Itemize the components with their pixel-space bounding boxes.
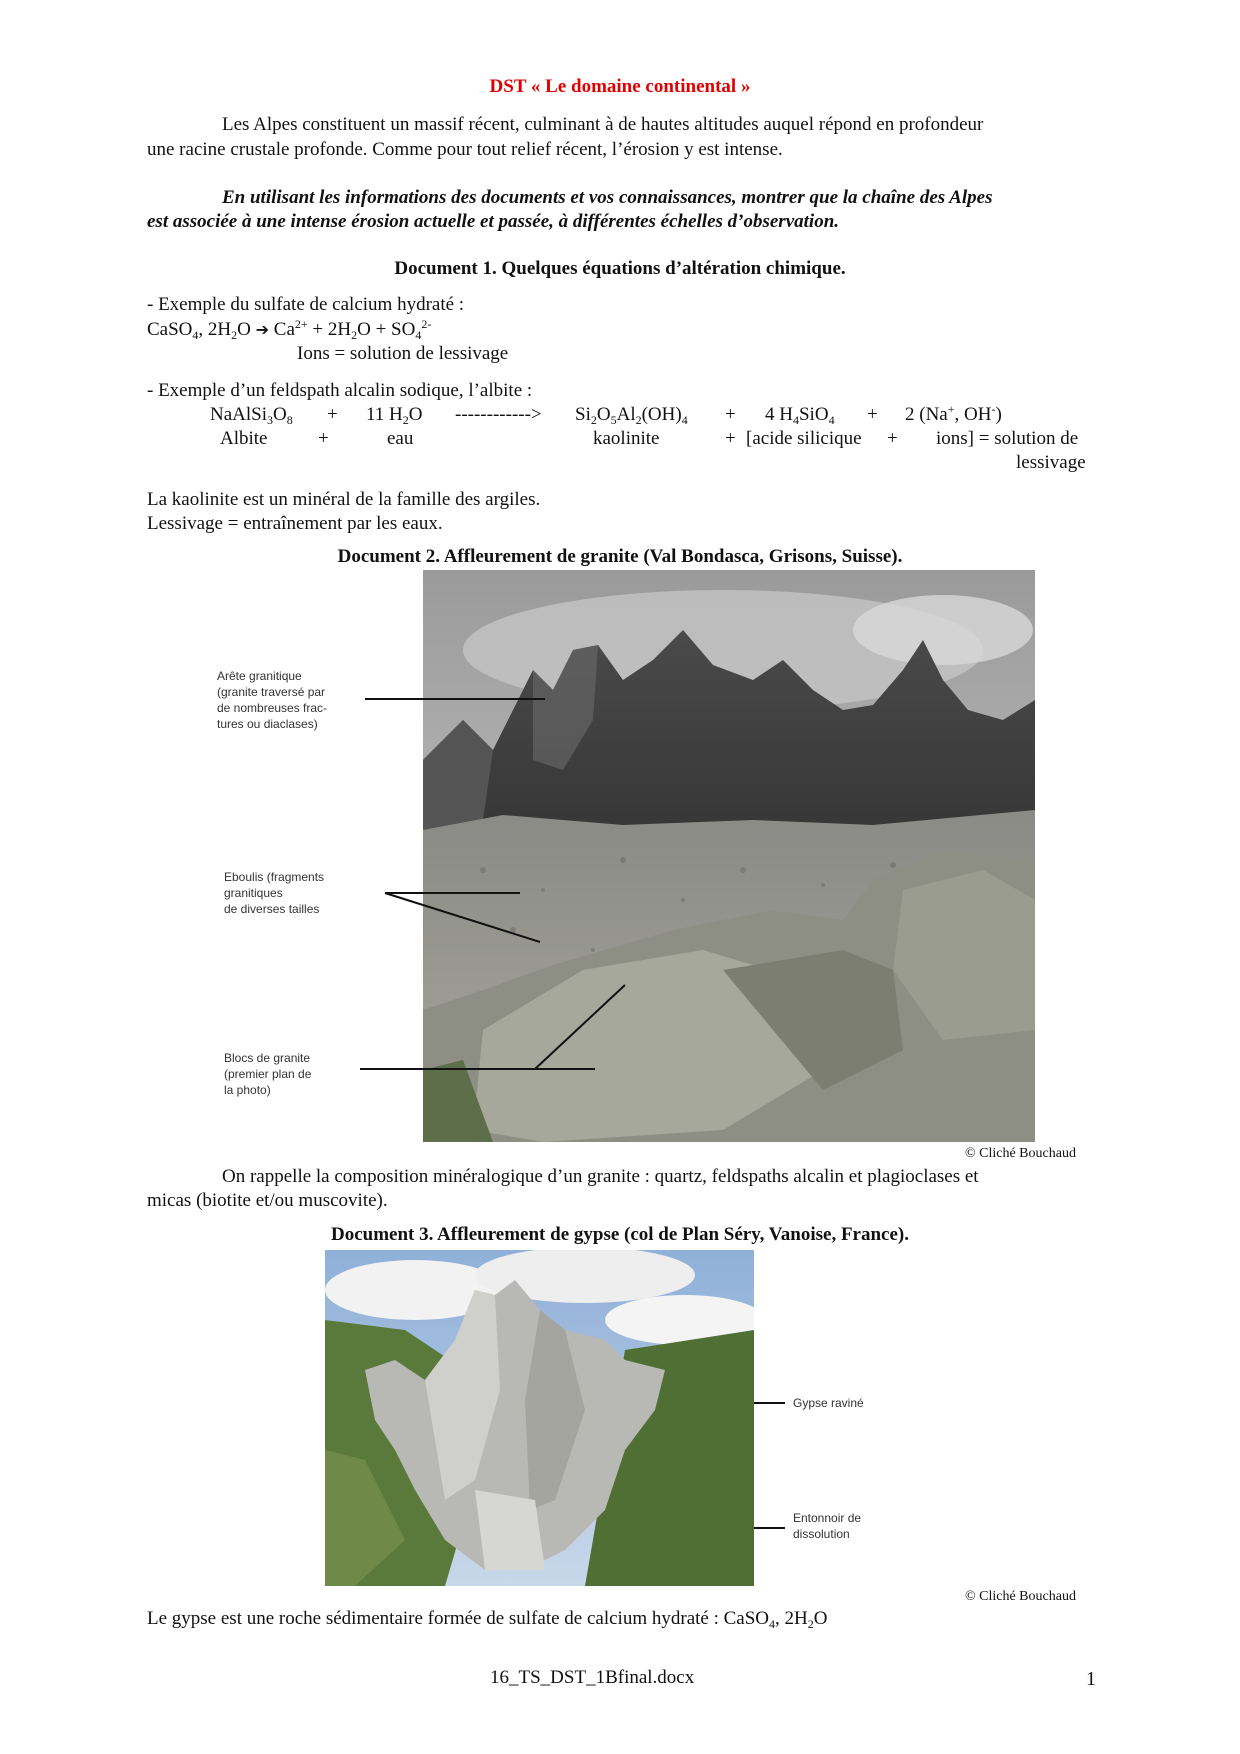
doc1-kaolinite-formula: $Si_2O_5Al_2(OH)_4$ <box>575 404 688 427</box>
doc1-silicic-formula: 4 $H_4SiO_4$ <box>765 404 835 427</box>
label-blocs-line: la photo) <box>224 1083 271 1097</box>
doc1-eau-name: eau <box>387 428 414 449</box>
doc2-recall-2: micas (biotite et/ou muscovite). <box>147 1190 388 1211</box>
label-arete-line: tures ou diaclases) <box>217 717 318 731</box>
doc1-ions-formula: 2 (Na+, OH-) <box>905 402 1002 425</box>
doc1-kaolinite-name: kaolinite <box>593 428 660 449</box>
leader-line-blocs <box>535 985 625 1069</box>
label-eboulis-line: Eboulis (fragments <box>224 870 325 884</box>
doc1-equation1: CaSO$_4$, $2H_2O$ ➔ $Ca^{2+} + 2H_2O + SO_4^{2-}$ <box>147 317 432 342</box>
doc1-plus: + <box>867 404 878 425</box>
question-line-1: En utilisant les informations des documents et vos connaissances, montrer que la chaîne des Alpes <box>222 187 993 208</box>
label-gypse-line: Gypse raviné <box>793 1396 864 1410</box>
gypsum-photo <box>325 1250 754 1586</box>
doc1-plus: + <box>327 404 338 425</box>
doc1-plus: + <box>725 428 736 449</box>
doc1-arrow: ------------> <box>455 404 542 425</box>
label-entonnoir <box>793 1510 861 1542</box>
page-title: DST « Le domaine continental » <box>489 76 751 97</box>
label-blocs-line: (premier plan de <box>224 1067 312 1081</box>
intro-line-1: Les Alpes constituent un massif récent, culminant à de hautes altitudes auquel répond en profondeur <box>222 114 984 135</box>
doc3-conclusion: Le gypse est une roche sédimentaire formée de sulfate de calcium hydraté : CaSO$_4$, $2H_2O$ <box>147 1608 828 1631</box>
doc3-title: Document 3. Affleurement de gypse (col de Plan Séry, Vanoise, France). <box>330 1224 910 1245</box>
doc1-water-coef: 11 H <box>366 404 403 425</box>
doc1-plus: + <box>887 428 898 449</box>
doc1-example2-heading: - Exemple d’un feldspath alcalin sodique, l’albite : <box>147 380 533 401</box>
doc2-credit: © Cliché Bouchaud <box>965 1146 1076 1161</box>
doc1-note-2: Lessivage = entraînement par les eaux. <box>147 513 443 534</box>
label-arete-line: de nombreuses frac- <box>217 701 328 715</box>
doc1-ions-name: ions] = solution de <box>936 428 1079 449</box>
doc1-albite-name: Albite <box>220 428 268 449</box>
doc1-example1-heading: - Exemple du sulfate de calcium hydraté : <box>147 294 465 315</box>
doc1-note-1: La kaolinite est un minéral de la famille des argiles. <box>147 489 541 510</box>
label-arete-line: Arête granitique <box>217 669 302 683</box>
doc1-lessivage: lessivage <box>1016 452 1086 473</box>
doc1-water-formula: 11 $H_2O$ <box>366 404 423 427</box>
intro-line-2: une racine crustale profonde. Comme pour tout relief récent, l’érosion y est intense. <box>147 139 783 160</box>
doc3-credit: © Cliché Bouchaud <box>965 1589 1076 1604</box>
doc1-plus: + <box>725 404 736 425</box>
label-entonnoir-line: dissolution <box>793 1527 850 1541</box>
label-gypse <box>793 1395 864 1411</box>
footer-page-number: 1 <box>1086 1668 1096 1690</box>
label-eboulis-line: de diverses tailles <box>224 902 320 916</box>
label-blocs-line: Blocs de granite <box>224 1051 311 1065</box>
leader-line-eboulis <box>385 893 540 942</box>
doc2-title: Document 2. Affleurement de granite (Val Bondasca, Grisons, Suisse). <box>337 546 903 567</box>
question-line-2: est associée à une intense érosion actuelle et passée, à différentes échelles d’observation. <box>147 211 840 232</box>
label-eboulis-line: granitiques <box>224 886 283 900</box>
footer-filename: 16_TS_DST_1Bfinal.docx <box>490 1667 695 1688</box>
doc1-acide-name: [acide silicique <box>746 428 862 449</box>
label-arete-line: (granite traversé par <box>217 685 326 699</box>
doc1-ions-coef: 2 (Na <box>905 404 948 425</box>
doc1-albite-formula: $NaAlSi_3O_8$ <box>210 404 293 427</box>
label-entonnoir-line: Entonnoir de <box>793 1511 862 1525</box>
doc1-plus: + <box>318 428 329 449</box>
doc1-ions-label: Ions = solution de lessivage <box>297 343 509 364</box>
doc1-title: Document 1. Quelques équations d’altération chimique. <box>394 258 846 279</box>
doc2-recall-1: On rappelle la composition minéralogique d’un granite : quartz, feldspaths alcalin et plagioclases et <box>222 1166 979 1187</box>
doc3-conclusion-text: Le gypse est une roche sédimentaire formée de sulfate de calcium hydraté : CaSO <box>147 1608 770 1629</box>
